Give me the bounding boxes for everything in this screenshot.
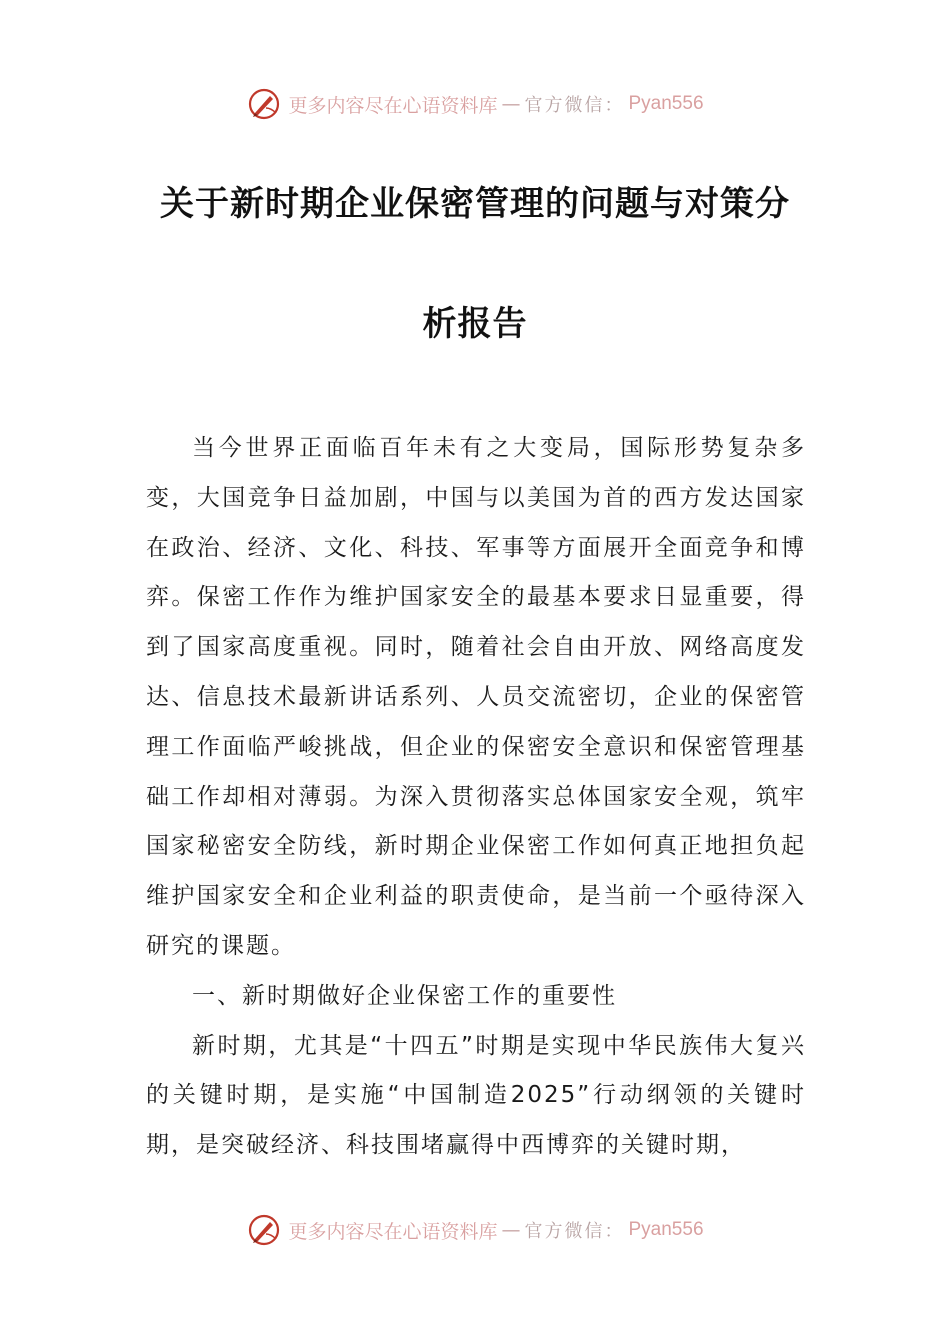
watermark-dash: —	[501, 93, 521, 115]
watermark-main-text: 更多内容尽在心语资料库	[288, 94, 498, 117]
paragraph-section-1: 新时期，尤其是“十四五”时期是实现中华民族伟大复兴的关键时期，是实施“中国制造2025”行动纲领的关键时期，是突破经济、科技围堵赢得中西博弈的关键时期，	[146, 1032, 806, 1159]
footer-watermark	[0, 1210, 950, 1250]
pen-circle-logo-icon	[246, 86, 282, 122]
watermark-wechat-id: Pyan556	[628, 93, 704, 114]
document-body	[146, 424, 806, 1171]
document-title-line1: 关于新时期企业保密管理的问题与对策分	[160, 184, 790, 224]
watermark-official-label: 官方微信：	[524, 95, 625, 116]
watermark-official-label: 官方微信：	[524, 1221, 625, 1242]
document-title-line2: 析报告	[422, 304, 528, 344]
header-watermark	[0, 84, 950, 124]
pen-circle-logo-icon	[246, 1212, 282, 1248]
watermark-wechat-id: Pyan556	[628, 1219, 704, 1240]
watermark-main-text: 更多内容尽在心语资料库	[288, 1220, 498, 1243]
watermark-dash: —	[501, 1219, 521, 1241]
paragraph-intro: 当今世界正面临百年未有之大变局，国际形势复杂多变，大国竞争日益加剧，中国与以美国为首的西方发达国家在政治、经济、文化、科技、军事等方面展开全面竞争和博弈。保密工作作为维护国家安全的最基本要求日显重要，得到了国家高度重视。同时，随着社会自由开放、网络高度发达、信息技术最新讲话系列、人员交流密切，企业的保密管理工作面临严峻挑战，但企业的保密安全意识和保密管理基础工作却相对薄弱。为深入贯彻落实总体国家安全观，筑牢国家秘密安全防线，新时期企业保密工作如何真正地担负起维护国家安全和企业利益的职责使命，是当前一个亟待深入研究的课题。	[146, 435, 806, 959]
section-heading: 一、新时期做好企业保密工作的重要性	[192, 982, 617, 1009]
